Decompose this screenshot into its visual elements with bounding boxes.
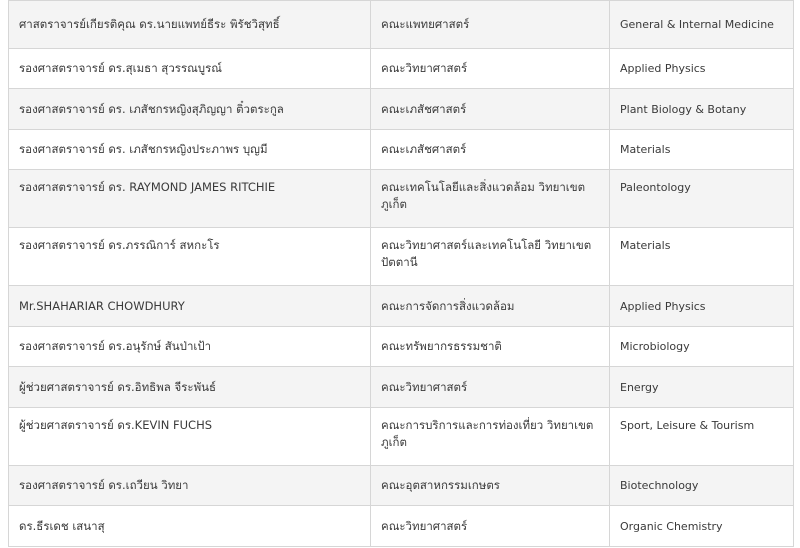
table-row [9, 367, 794, 408]
research-field: Materials [610, 130, 794, 170]
research-field: Energy [610, 367, 794, 408]
faculty-name: คณะวิทยาศาสตร์ [371, 367, 610, 408]
faculty-name: คณะวิทยาศาสตร์ [371, 506, 610, 547]
table-row [9, 327, 794, 367]
research-field: General & Internal Medicine [610, 1, 794, 49]
table-row [9, 408, 794, 466]
researcher-name: ผู้ช่วยศาสตราจารย์ ดร.KEVIN FUCHS [9, 408, 371, 466]
research-field: Applied Physics [610, 286, 794, 327]
table-row [9, 89, 794, 130]
researcher-table [8, 0, 794, 547]
research-field: Sport, Leisure & Tourism [610, 408, 794, 466]
faculty-name: คณะอุตสาหกรรมเกษตร [371, 466, 610, 506]
table-row [9, 130, 794, 170]
research-field: Applied Physics [610, 49, 794, 89]
researcher-name: รองศาสตราจารย์ ดร.สุเมธา สุวรรณบูรณ์ [9, 49, 371, 89]
researcher-name: รองศาสตราจารย์ ดร.ภรรณิการ์ สหกะโร [9, 228, 371, 286]
researcher-name: รองศาสตราจารย์ ดร.เถวียน วิทยา [9, 466, 371, 506]
table-row [9, 466, 794, 506]
faculty-name: คณะเทคโนโลยีและสิ่งแวดล้อม วิทยาเขตภูเก็ต [371, 170, 610, 228]
faculty-name: คณะเภสัชศาสตร์ [371, 89, 610, 130]
faculty-name: คณะการบริการและการท่องเที่ยว วิทยาเขตภูเก็ต [371, 408, 610, 466]
table-row [9, 286, 794, 327]
researcher-name: ผู้ช่วยศาสตราจารย์ ดร.อิทธิพล จีระพันธ์ [9, 367, 371, 408]
research-field: Microbiology [610, 327, 794, 367]
faculty-name: คณะวิทยาศาสตร์ [371, 49, 610, 89]
faculty-name: คณะการจัดการสิ่งแวดล้อม [371, 286, 610, 327]
table-row [9, 49, 794, 89]
faculty-name: คณะวิทยาศาสตร์และเทคโนโลยี วิทยาเขตปัตตานี [371, 228, 610, 286]
faculty-name: คณะแพทยศาสตร์ [371, 1, 610, 49]
researcher-name: ดร.ธีรเดช เสนาสุ [9, 506, 371, 547]
faculty-name: คณะทรัพยากรธรรมชาติ [371, 327, 610, 367]
research-field: Biotechnology [610, 466, 794, 506]
table-row [9, 170, 794, 228]
research-field: Paleontology [610, 170, 794, 228]
researcher-name: รองศาสตราจารย์ ดร. RAYMOND JAMES RITCHIE [9, 170, 371, 228]
researcher-name: Mr.SHAHARIAR CHOWDHURY [9, 286, 371, 327]
researcher-name: รองศาสตราจารย์ ดร.อนุรักษ์ สันป่าเป้า [9, 327, 371, 367]
table-row [9, 228, 794, 286]
researcher-name: รองศาสตราจารย์ ดร. เภสัชกรหญิงประภาพร บุญมี [9, 130, 371, 170]
researcher-name: รองศาสตราจารย์ ดร. เภสัชกรหญิงสุภิญญา ติ๋วตระกูล [9, 89, 371, 130]
research-field: Plant Biology & Botany [610, 89, 794, 130]
research-field: Materials [610, 228, 794, 286]
research-field: Organic Chemistry [610, 506, 794, 547]
faculty-name: คณะเภสัชศาสตร์ [371, 130, 610, 170]
table-row [9, 506, 794, 547]
table-row [9, 1, 794, 49]
researcher-name: ศาสตราจารย์เกียรติคุณ ดร.นายแพทย์ธีระ พิรัชวิสุทธิ์ [9, 1, 371, 49]
